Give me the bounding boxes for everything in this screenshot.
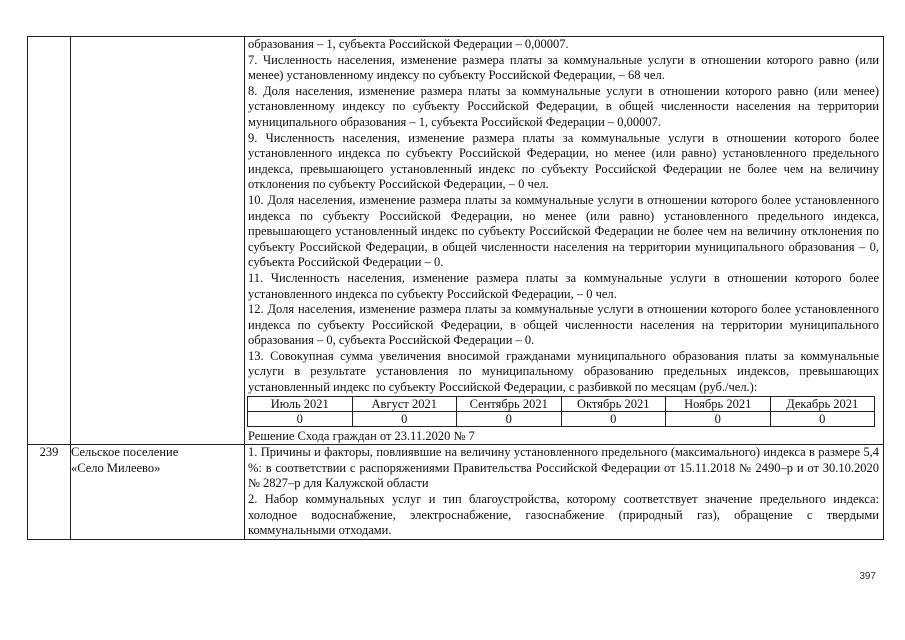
month-header: Октябрь 2021 [561, 396, 666, 411]
table-row-previous [28, 37, 884, 445]
paragraph: 13. Совокупная сумма увеличения вносимой гражданами муниципального образования платы за коммунальные услуги в результате установления по муниципальному образованию предельных индексов, превышающих установленный индекс по субъекту Российской Федерации, с разбивкой по месяцам (руб./чел.): [248, 348, 879, 395]
paragraph: 2. Набор коммунальных услуг и тип благоустройства, которому соответствует значение предельного индекса: холодное водоснабжение, электроснабжение, газоснабжение (природный газ), обращение с твердыми коммунальными отходами. [248, 492, 879, 538]
paragraph: 9. Численность населения, изменение размера платы за коммунальные услуги в отношении которого более установленного индекса по субъекту Российской Федерации, но менее (или равно) установленного предельного индекса, превышающего установленный индекс по субъекту Российской Федерации не более чем на величину отклонения по субъекту Российской Федерации, – 0 чел. [248, 130, 879, 192]
decision-text: Решение Схода граждан от 23.11.2020 № 7 [248, 428, 475, 443]
month-value: 0 [561, 411, 666, 426]
monthly-sum-table [247, 396, 875, 427]
details-cell [245, 37, 884, 445]
month-value: 0 [666, 411, 771, 426]
month-header: Сентябрь 2021 [457, 396, 562, 411]
month-value: 0 [457, 411, 562, 426]
month-value: 0 [248, 411, 353, 426]
table-row-239 [28, 445, 884, 540]
municipality-name-cell [71, 37, 245, 445]
month-header: Декабрь 2021 [770, 396, 875, 411]
months-values-row [248, 411, 875, 426]
month-header: Ноябрь 2021 [666, 396, 771, 411]
paragraph: 8. Доля населения, изменение размера платы за коммунальные услуги в отношении которого равно (или менее) установленному индексу по субъекту Российской Федерации, в общей численности населения на территории муниципального образования – 1, субъекта Российской Федерации – 0,00007. [248, 83, 879, 129]
municipality-title: «Село Милеево» [71, 460, 161, 475]
paragraph: 10. Доля населения, изменение размера платы за коммунальные услуги в отношении которого более установленного индекса по субъекту Российской Федерации, но менее (или равно) установленного предельного индекса, превышающего установленный индекс по субъекту Российской Федерации не более чем на величину отклонения по субъекту Российской Федерации, в общей численности населения на территории муниципального образования – 0, субъекта Российской Федерации – 0. [248, 192, 879, 270]
details-cell [245, 445, 884, 540]
municipality-name [71, 445, 245, 540]
month-header: Июль 2021 [248, 396, 353, 411]
municipality-type: Сельское поселение [71, 445, 179, 460]
paragraph: 7. Численность населения, изменение размера платы за коммунальные услуги в отношении которого равно (или менее) установленному индексу по субъекту Российской Федерации, – 68 чел. [248, 52, 879, 83]
row-number-cell [28, 37, 71, 445]
details-text [245, 37, 883, 396]
month-value: 0 [770, 411, 875, 426]
month-value: 0 [352, 411, 457, 426]
row-number: 239 [28, 445, 71, 540]
months-header-row [248, 396, 875, 411]
paragraph: 11. Численность населения, изменение размера платы за коммунальные услуги в отношении которого более установленного индекса по субъекту Российской Федерации, – 0 чел. [248, 270, 879, 301]
paragraph: образования – 1, субъекта Российской Федерации – 0,00007. [248, 37, 569, 51]
paragraph: 12. Доля населения, изменение размера платы за коммунальные услуги в отношении которого более установленного индекса по субъекту Российской Федерации, в общей численности населения на территории муниципального образования – 0, субъекта Российской Федерации – 0. [248, 302, 879, 348]
data-table [27, 36, 884, 540]
paragraph: 1. Причины и факторы, повлиявшие на величину установленного предельного (максимального) индекса в размере 5,4 %: в соответствии с распоряжениями Правительства Российской Федерации от 15.11.2018 № 2490–р и от 30.10.2020 № 2827–р для Калужской области [248, 445, 879, 491]
month-header: Август 2021 [352, 396, 457, 411]
page-number: 397 [859, 571, 876, 582]
details-text [245, 445, 883, 539]
